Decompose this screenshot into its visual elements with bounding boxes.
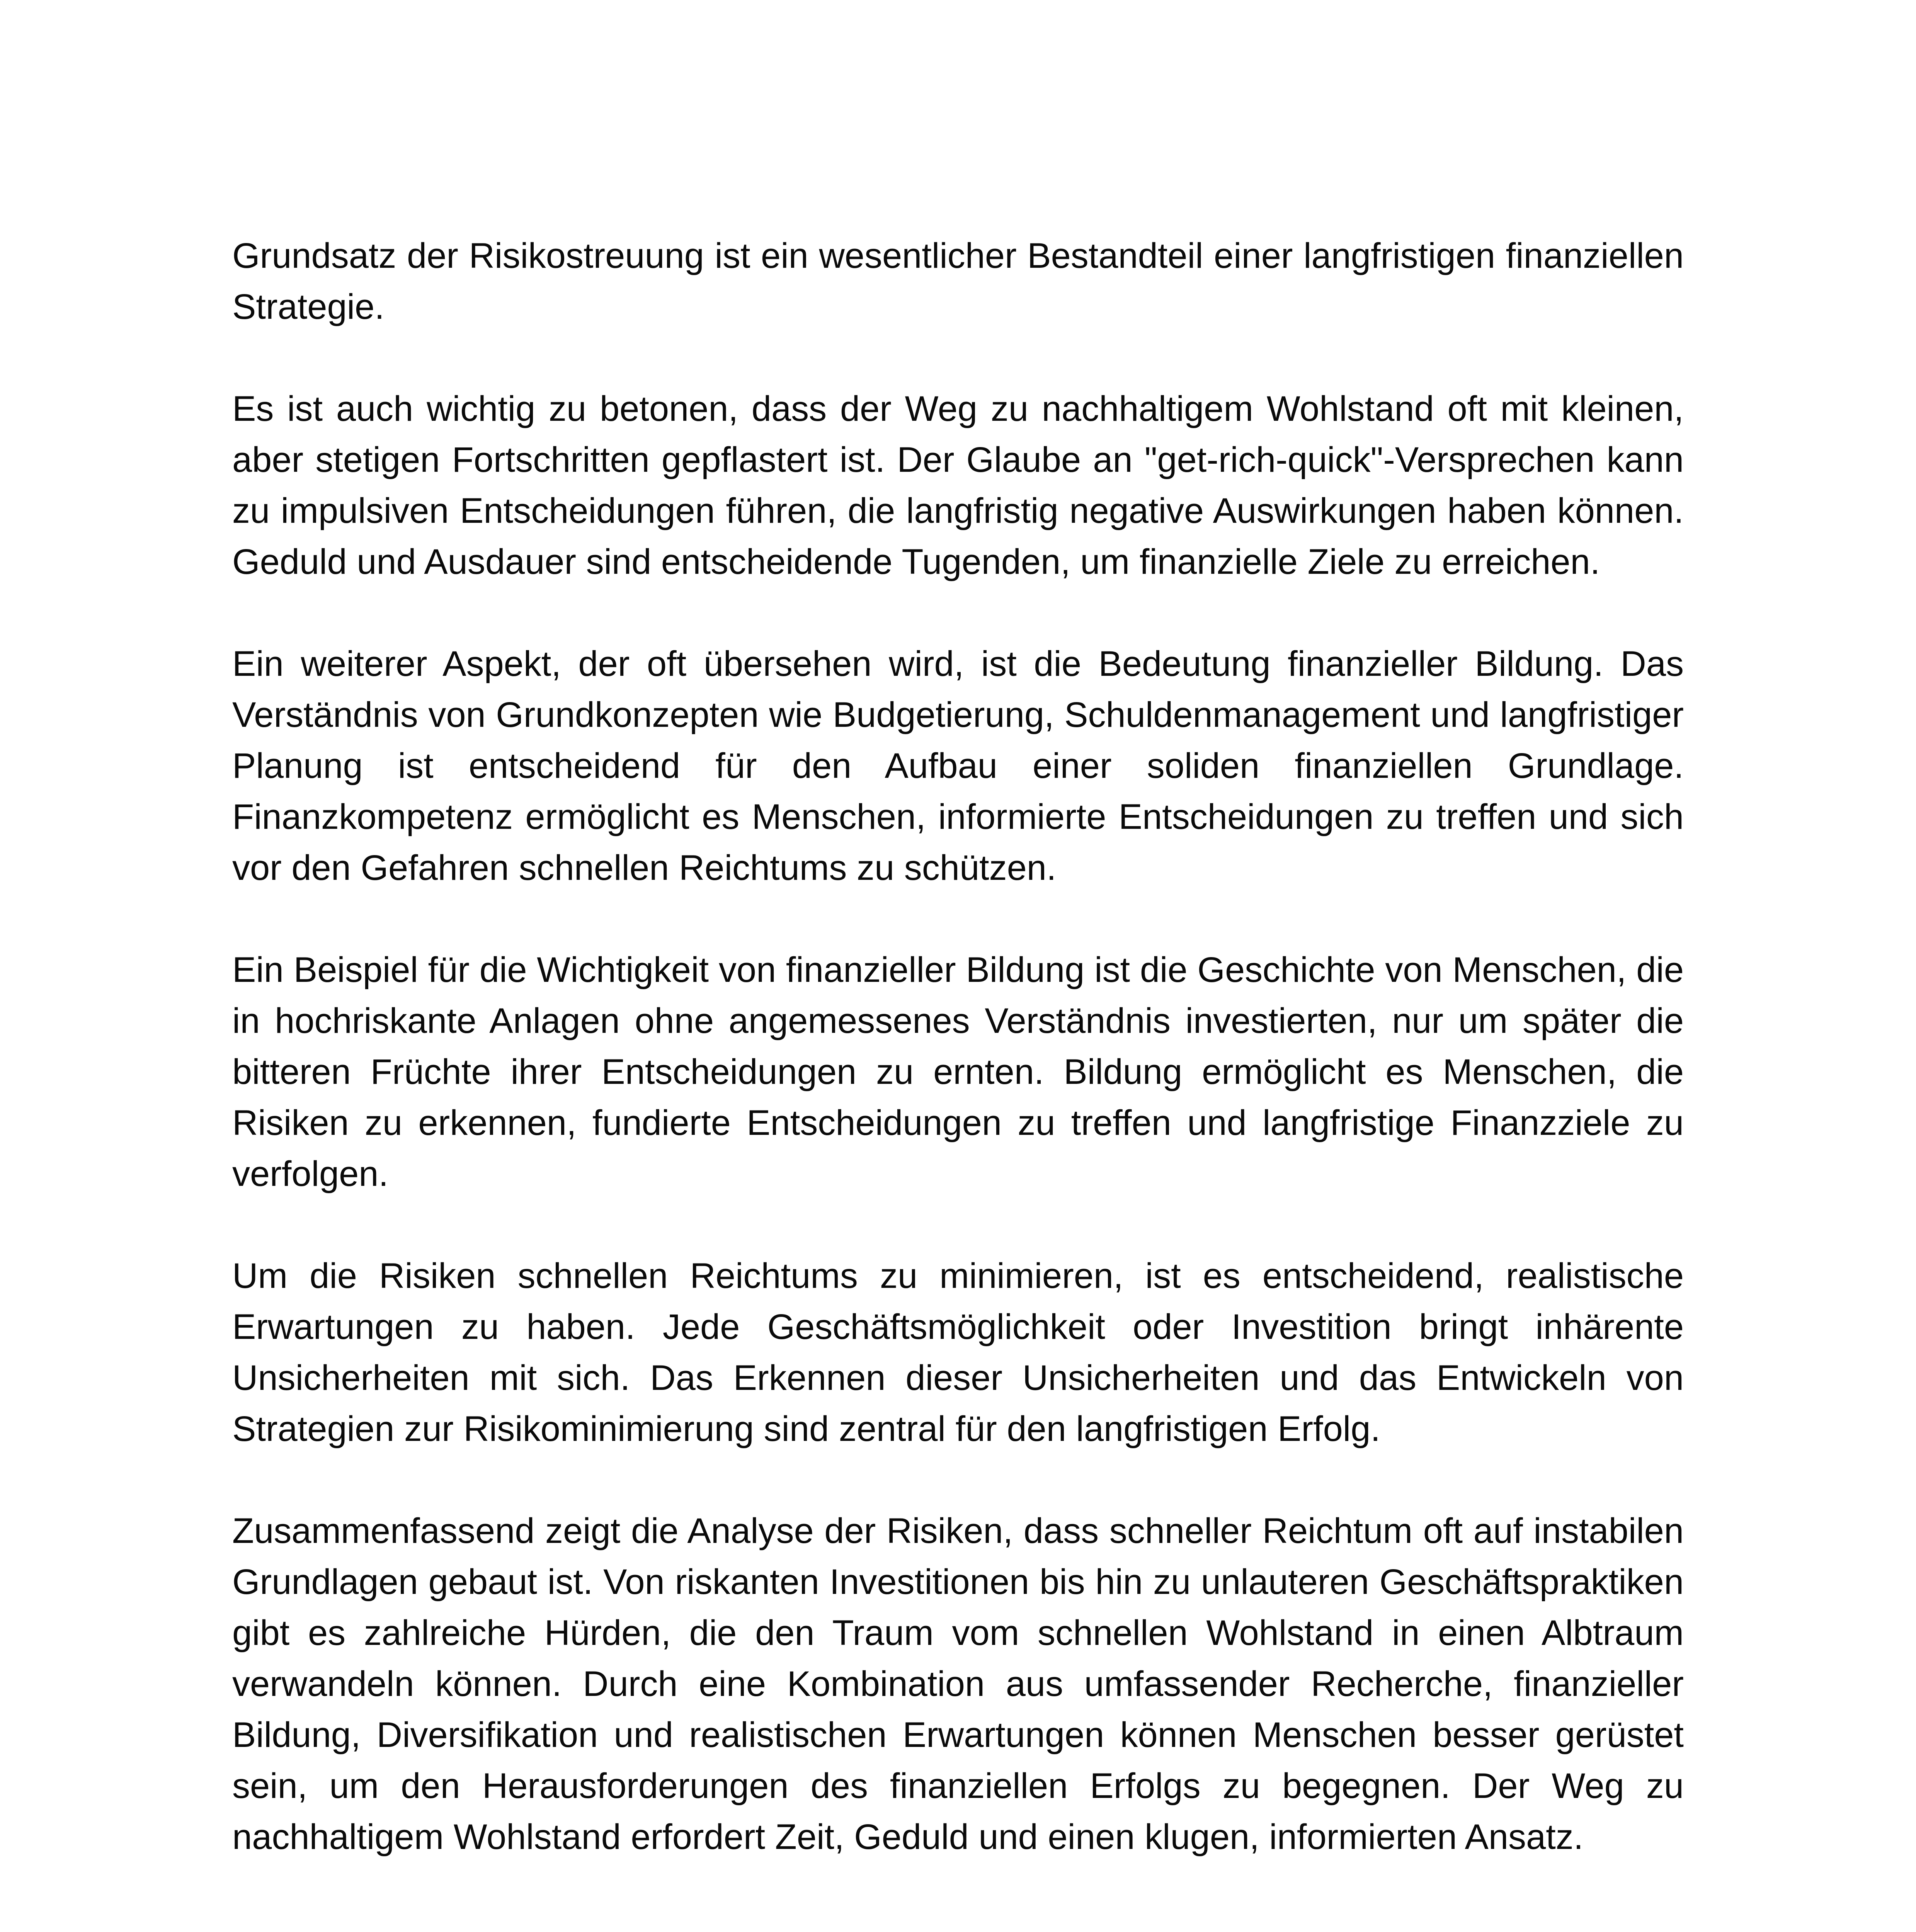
- paragraph-spacer: [232, 587, 1684, 638]
- paragraph-risk-diversification: Grundsatz der Risikostreuung ist ein wesentlicher Bestandteil einer langfristigen finanziellen Strategie.: [232, 236, 1684, 327]
- paragraph-spacer: [232, 1454, 1684, 1505]
- paragraph-education-example: Ein Beispiel für die Wichtigkeit von finanzieller Bildung ist die Geschichte von Menschen, die in hochriskante Anlagen ohne angemessenes Verständnis investierten, nur um später die bitteren Früchte ihrer Entscheidungen zu ernten. Bildung ermöglicht es Menschen, die Risiken zu erkennen, fundierte Entscheidungen zu treffen und langfristige Finanzziele zu verfolgen.: [232, 950, 1684, 1194]
- paragraph-financial-education: Ein weiterer Aspekt, der oft übersehen wird, ist die Bedeutung finanzieller Bildung. Das Verständnis von Grundkonzepten wie Budgetierung, Schuldenmanagement und langfristiger Planung ist entscheidend für den Aufbau einer soliden finanziellen Grundlage. Finanzkompetenz ermöglicht es Menschen, informierte Entscheidungen zu treffen und sich vor den Gefahren schnellen Reichtums zu schützen.: [232, 644, 1684, 888]
- document-body: [232, 230, 1684, 1932]
- paragraph-spacer: [232, 893, 1684, 944]
- section-spacer: [232, 1862, 1684, 1932]
- paragraph-spacer: [232, 1199, 1684, 1250]
- paragraph-steady-progress: Es ist auch wichtig zu betonen, dass der Weg zu nachhaltigem Wohlstand oft mit kleinen, aber stetigen Fortschritten gepflastert ist. Der Glaube an "get-rich-quick"-Versprechen kann zu impulsiven Entscheidungen führen, die langfristig negative Auswirkungen haben können. Geduld und Ausdauer sind entscheidende Tugenden, um finanzielle Ziele zu erreichen.: [232, 389, 1684, 582]
- paragraph-realistic-expectations: Um die Risiken schnellen Reichtums zu minimieren, ist es entscheidend, realistische Erwartungen zu haben. Jede Geschäftsmöglichkeit oder Investition bringt inhärente Unsicherheiten mit sich. Das Erkennen dieser Unsicherheiten und das Entwickeln von Strategien zur Risikominimierung sind zentral für den langfristigen Erfolg.: [232, 1256, 1684, 1449]
- paragraph-spacer: [232, 332, 1684, 383]
- paragraph-summary: Zusammenfassend zeigt die Analyse der Risiken, dass schneller Reichtum oft auf instabilen Grundlagen gebaut ist. Von riskanten Investitionen bis hin zu unlauteren Geschäftspraktiken gibt es zahlreiche Hürden, die den Traum vom schnellen Wohlstand in einen Albtraum verwandeln können. Durch eine Kombination aus umfassender Recherche, finanzieller Bildung, Diversifikation und realistischen Erwartungen können Menschen besser gerüstet sein, um den Herausforderungen des finanziellen Erfolgs zu begegnen. Der Weg zu nachhaltigem Wohlstand erfordert Zeit, Geduld und einen klugen, informierten Ansatz.: [232, 1511, 1684, 1857]
